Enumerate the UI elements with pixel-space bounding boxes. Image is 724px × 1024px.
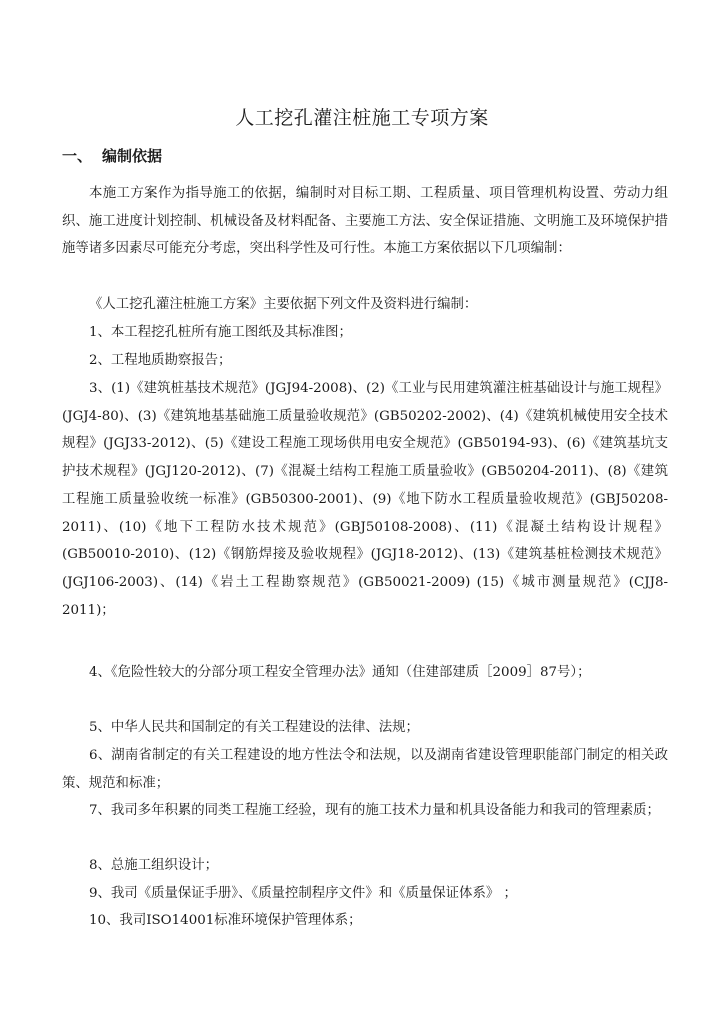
list-item: 2、工程地质勘察报告； bbox=[89, 353, 232, 368]
document-title: 人工挖孔灌注桩施工专项方案 bbox=[235, 107, 489, 129]
list-item: 7、我司多年积累的同类工程施工经验，现有的施工技术力量和机具设备能力和我司的管理素质； bbox=[89, 803, 660, 818]
list-item: 6、湖南省制定的有关工程建设的地方性法令和法规，以及湖南省建设管理职能部门制定的相关政策、规范和标准； bbox=[62, 748, 668, 791]
list-item: 1、本工程挖孔桩所有施工图纸及其标准图； bbox=[89, 325, 352, 340]
list-item: 10、我司ISO14001标准环境保护管理体系； bbox=[89, 913, 362, 928]
basis-line: 《人工挖孔灌注桩施工方案》主要依据下列文件及资料进行编制： bbox=[89, 297, 478, 312]
list-item: 5、中华人民共和国制定的有关工程建设的法律、法规； bbox=[89, 720, 419, 735]
list-item: 8、总施工组织设计； bbox=[89, 858, 219, 873]
section-heading bbox=[62, 145, 162, 166]
section-title: 编制依据 bbox=[102, 147, 163, 165]
intro-paragraph: 本施工方案作为指导施工的依据，编制时对目标工期、工程质量、项目管理机构设置、劳动力组织、施工进度计划控制、机械设备及材料配备、主要施工方法、安全保证措施、文明施工及环境保护措施等诸多因素尽可能充分考虑，突出科学性及可行性。本施工方案依据以下几项编制： bbox=[62, 186, 668, 257]
list-item: 9、我司《质量保证手册》、《质量控制程序文件》和《质量保证体系》 ； bbox=[89, 886, 517, 901]
list-item: 3、(1)《建筑桩基技术规范》(JGJ94-2008)、(2)《工业与民用建筑灌注桩基础设计与施工规程》(JGJ4-80)、(3)《建筑地基基础施工质量验收规范》(GB50202-2002)、(4)《建筑机械使用安全技术规程》(JGJ33-2012)、(5)《建设工程施工现场供用电安全规范》(GB50194-93)、(6)《建筑基坑支护技术规程》(JGJ120-2012)、(7)《混凝土结构工程施工质量验收》(GB50204-2011)、(8)《建筑工程施工质量验收统一标准》(GB50300-2001)、(9)《地下防水工程质量验收规范》(GBJ50208-2011)、(10)《地下工程防水技术规范》(GBJ50108-2008)、(11)《混凝土结构设计规程》(GB50010-2010)、(12)《钢筋焊接及验收规程》(JGJ18-2012)、(13)《建筑基桩检测技术规范》(JGJ106-2003)、(14)《岩土工程勘察规范》(GB50021-2009) (15)《城市测量规范》(CJJ8-2011)； bbox=[62, 381, 668, 618]
list-item: 4、《危险性较大的分部分项工程安全管理办法》通知（住建部建质［2009］87号）； bbox=[89, 665, 591, 680]
section-number: 一、 bbox=[62, 147, 93, 165]
